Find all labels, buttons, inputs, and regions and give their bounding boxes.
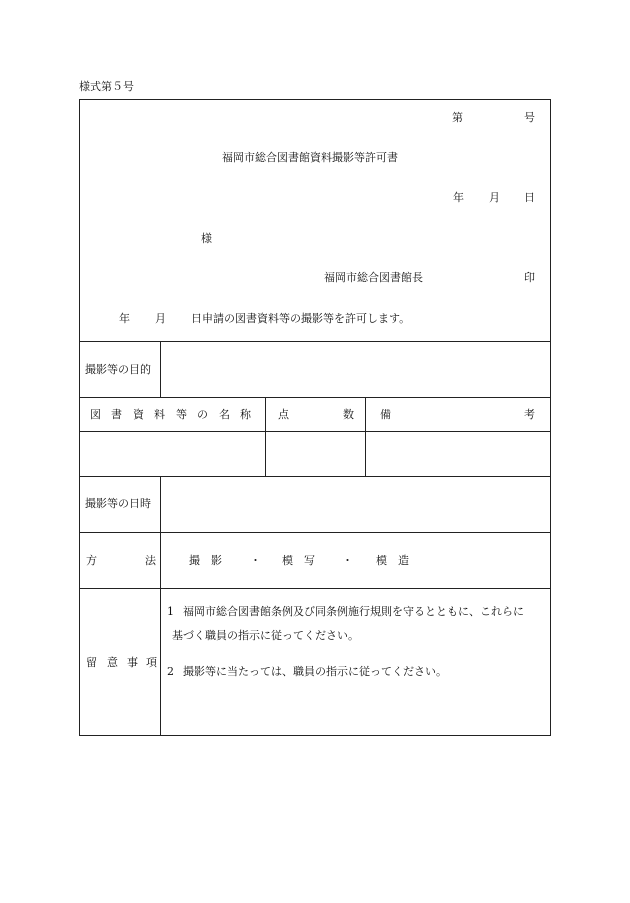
remarks-header-char: 考 <box>524 408 535 421</box>
name-header-char: 称 <box>240 408 251 421</box>
purpose-label: 撮影等の目的 <box>85 363 151 376</box>
name-header-char: 等 <box>176 408 187 421</box>
form-number: 様式第５号 <box>79 80 134 93</box>
permit-number-suffix: 号 <box>524 111 535 124</box>
name-header-char: の <box>197 408 208 421</box>
document-title: 福岡市総合図書館資料撮影等許可書 <box>222 151 398 164</box>
permission-statement: 日申請の図書資料等の撮影等を許可します。 <box>191 312 411 325</box>
notes-label-char: 留 <box>86 656 97 669</box>
note-text-line: 福岡市総合図書館条例及び同条例施行規則を守るとともに、これらに <box>183 605 524 618</box>
divider-purpose-top <box>79 341 551 342</box>
issue-date-month: 月 <box>489 191 500 204</box>
name-header-char: 名 <box>219 408 230 421</box>
divider-notes-top <box>79 588 551 589</box>
column-divider-count <box>265 397 266 476</box>
divider-method-top <box>79 532 551 533</box>
permission-month: 月 <box>155 312 166 325</box>
issue-date-year: 年 <box>453 191 464 204</box>
name-header-char: 料 <box>154 408 165 421</box>
method-label-char: 方 <box>86 554 97 567</box>
count-header-char: 数 <box>343 408 354 421</box>
method-separator: ・ <box>342 554 353 567</box>
label-divider-lower <box>160 476 161 736</box>
method-separator: ・ <box>250 554 261 567</box>
note-number: 1 <box>167 605 174 618</box>
divider-table-header-bottom <box>79 431 551 432</box>
permission-year: 年 <box>119 312 130 325</box>
divider-datetime-top <box>79 476 551 477</box>
method-option-photograph[interactable]: 撮 影 <box>189 554 222 567</box>
issuer-name: 福岡市総合図書館長 <box>324 271 423 284</box>
note-text-line: 撮影等に当たっては、職員の指示に従ってください。 <box>183 665 447 678</box>
method-label-char: 法 <box>145 554 156 567</box>
name-header-char: 資 <box>133 408 144 421</box>
method-option-copy[interactable]: 模 写 <box>282 554 315 567</box>
divider-table-header-top <box>79 397 551 398</box>
label-divider-purpose <box>160 341 161 397</box>
notes-label-char: 事 <box>127 656 138 669</box>
addressee-suffix: 様 <box>201 232 212 245</box>
remarks-header-char: 備 <box>380 408 391 421</box>
issue-date-day: 日 <box>524 191 535 204</box>
notes-label-char: 意 <box>107 656 118 669</box>
notes-label-char: 項 <box>146 656 157 669</box>
permit-number-prefix: 第 <box>452 111 463 124</box>
name-header-char: 書 <box>111 408 122 421</box>
datetime-label: 撮影等の日時 <box>85 497 151 510</box>
count-header-char: 点 <box>278 408 289 421</box>
note-text-line: 基づく職員の指示に従ってください。 <box>172 629 359 642</box>
name-header-char: 図 <box>90 408 101 421</box>
column-divider-remarks <box>365 397 366 476</box>
seal-mark: 印 <box>524 271 535 284</box>
note-number: 2 <box>167 665 174 678</box>
method-option-replica[interactable]: 模 造 <box>376 554 409 567</box>
